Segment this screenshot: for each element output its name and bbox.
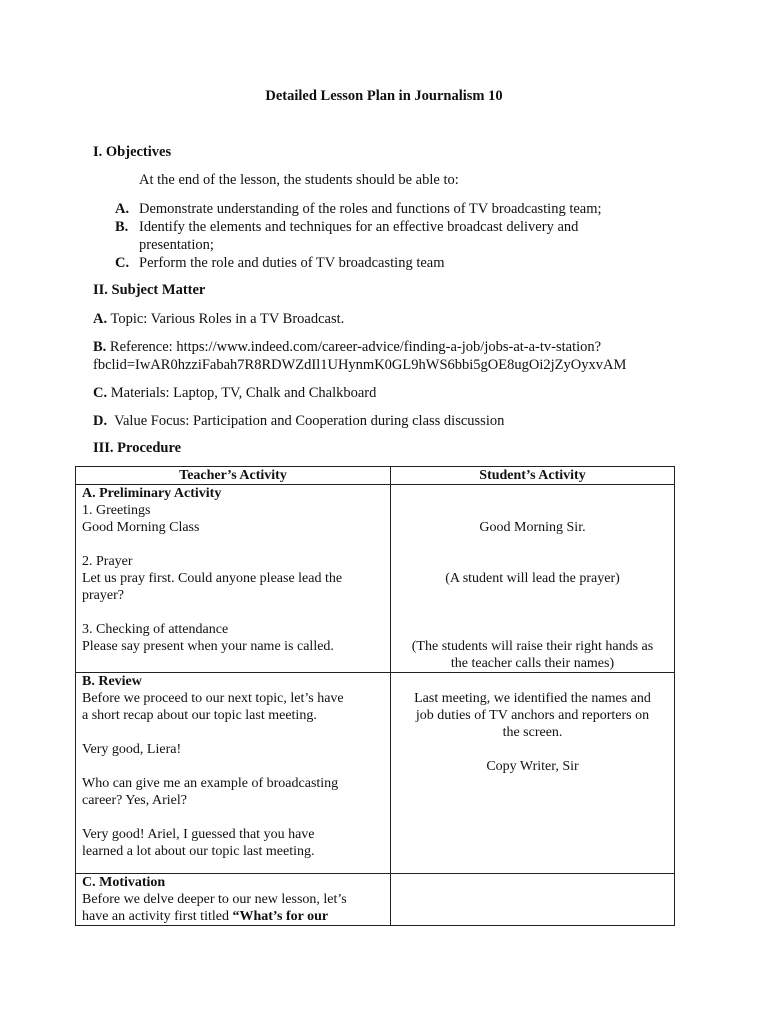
- procedure-table: [75, 466, 675, 926]
- attendance-student-text: (The students will raise their right hands as: [411, 639, 654, 654]
- prayer-student-text: (A student will lead the prayer): [445, 571, 620, 586]
- reference-text-cont: fbclid=IwAR0hzziFabah7R8RDWZdIl1UHynmK0GL9hWS6bbi5gOE8ugOi2jZyOyxvAM: [93, 357, 627, 373]
- objective-text: Perform the role and duties of TV broadcasting team: [139, 255, 445, 271]
- reference-line: [93, 338, 626, 374]
- table-row: [76, 874, 675, 926]
- objective-text: [139, 218, 659, 254]
- objective-text: Demonstrate understanding of the roles and functions of TV broadcasting team;: [139, 201, 602, 217]
- objective-text-line: presentation;: [139, 237, 214, 253]
- objectives-heading: I. Objectives: [93, 144, 172, 160]
- reference-text: Reference: https://www.indeed.com/career-advice/finding-a-job/jobs-at-a-tv-station?: [109, 339, 602, 355]
- motivation-activity-title: “What’s for our: [232, 909, 329, 924]
- topic-line: [93, 310, 344, 328]
- value-focus-line: [93, 412, 504, 430]
- greetings-student-text: Good Morning Sir.: [479, 520, 586, 535]
- student-cell-motivation: [391, 874, 675, 926]
- greetings-label: 1. Greetings: [82, 503, 151, 518]
- table-row: [76, 485, 675, 673]
- motivation-teacher-text-plain: have an activity first titled: [82, 909, 229, 924]
- review-student-text: Last meeting, we identified the names and: [414, 691, 651, 706]
- objective-letter: A.: [115, 201, 130, 217]
- review-teacher-question: Who can give me an example of broadcasting: [82, 776, 339, 791]
- materials-text: Materials: Laptop, TV, Chalk and Chalkboard: [110, 385, 377, 401]
- student-activity-header: Student’s Activity: [391, 467, 675, 485]
- review-teacher-text: Before we proceed to our next topic, let’s have: [82, 691, 344, 706]
- prayer-teacher-text: Let us pray first. Could anyone please lead the: [82, 571, 343, 586]
- teacher-activity-header: Teacher’s Activity: [76, 467, 391, 485]
- materials-line: [93, 384, 376, 402]
- table-header-row: [76, 467, 675, 485]
- student-cell-preliminary: [391, 485, 675, 673]
- attendance-label: 3. Checking of attendance: [82, 622, 229, 637]
- procedure-heading: III. Procedure: [93, 440, 182, 456]
- teacher-cell-preliminary: [76, 485, 391, 673]
- review-teacher-closing-cont: learned a lot about our topic last meeting.: [82, 844, 315, 859]
- objective-letter: C.: [115, 255, 130, 271]
- table-row: [76, 673, 675, 874]
- motivation-teacher-text: Before we delve deeper to our new lesson, let’s: [82, 892, 347, 907]
- review-teacher-question-cont: career? Yes, Ariel?: [82, 793, 187, 808]
- attendance-teacher-text: Please say present when your name is called.: [82, 639, 334, 654]
- objectives-intro: At the end of the lesson, the students should be able to:: [139, 172, 459, 188]
- student-cell-review: [391, 673, 675, 874]
- preliminary-title: A. Preliminary Activity: [82, 486, 222, 501]
- attendance-student-text-cont: the teacher calls their names): [450, 656, 615, 671]
- review-student-answer: Copy Writer, Sir: [486, 759, 579, 774]
- materials-label: C.: [93, 385, 108, 401]
- greetings-teacher-text: Good Morning Class: [82, 520, 200, 535]
- objective-letter: B.: [115, 219, 129, 235]
- subject-matter-heading: II. Subject Matter: [93, 282, 206, 298]
- topic-text: Topic: Various Roles in a TV Broadcast.: [110, 311, 345, 327]
- motivation-title: C. Motivation: [82, 875, 166, 890]
- teacher-cell-review: [76, 673, 391, 874]
- prayer-teacher-text-cont: prayer?: [82, 588, 124, 603]
- review-student-text-end: the screen.: [502, 725, 563, 740]
- teacher-cell-motivation: [76, 874, 391, 926]
- objective-text-line: Identify the elements and techniques for an effective broadcast delivery and: [139, 219, 579, 235]
- value-focus-text: Value Focus: Participation and Cooperation during class discussion: [114, 413, 505, 429]
- review-student-text-cont: job duties of TV anchors and reporters on: [415, 708, 650, 723]
- review-teacher-praise: Very good, Liera!: [82, 742, 182, 757]
- review-teacher-closing: Very good! Ariel, I guessed that you have: [82, 827, 315, 842]
- prayer-label: 2. Prayer: [82, 554, 133, 569]
- review-title: B. Review: [82, 674, 142, 689]
- topic-label: A.: [93, 311, 108, 327]
- motivation-teacher-text-cont: [82, 908, 384, 925]
- page-title: Detailed Lesson Plan in Journalism 10: [265, 88, 503, 104]
- reference-label: B.: [93, 339, 107, 355]
- review-teacher-text-cont: a short recap about our topic last meeting.: [82, 708, 317, 723]
- value-focus-label: D.: [93, 413, 108, 429]
